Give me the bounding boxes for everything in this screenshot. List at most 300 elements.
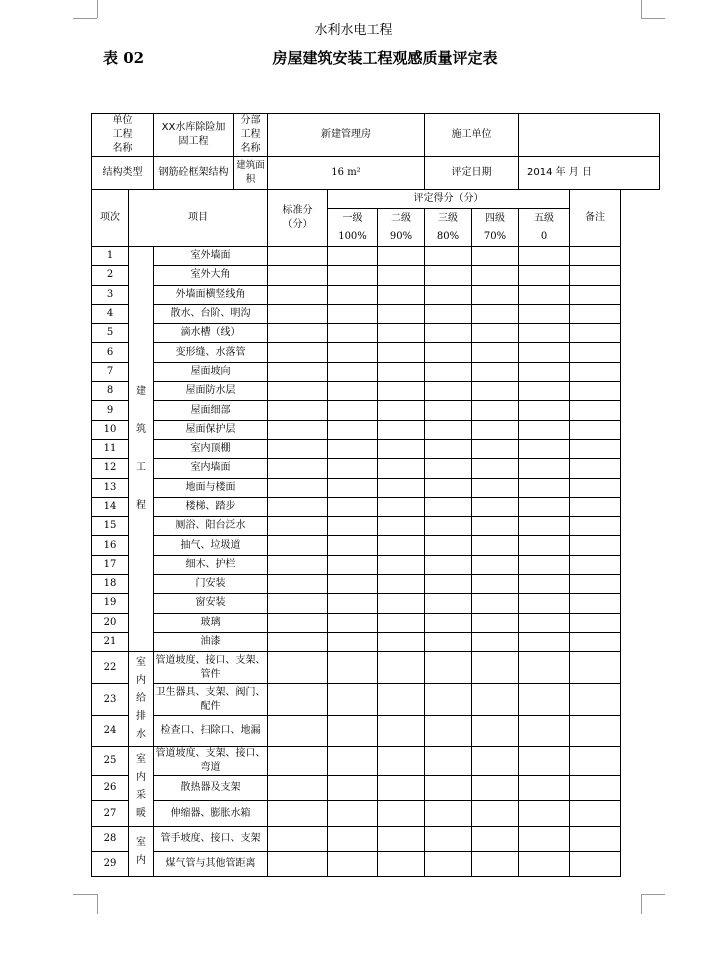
grade-score-cell[interactable] [328,684,378,716]
sub-project-value[interactable]: 新建管理房 [268,114,425,157]
remark-cell[interactable] [570,801,621,827]
grade-score-cell[interactable] [472,439,519,458]
standard-score-cell[interactable] [268,343,328,362]
grade-score-cell[interactable] [378,304,425,323]
grade-percent: 80% [436,230,460,242]
table-row [92,652,660,684]
grade-score-cell[interactable] [328,497,378,516]
grade-score-cell[interactable] [519,401,570,420]
table-row [92,247,660,266]
grade-score-cell[interactable] [378,852,425,877]
grade-score-cell[interactable] [472,575,519,594]
row-index: 22 [92,652,129,684]
table-row [92,555,660,574]
grade-score-cell[interactable] [519,716,570,747]
row-index: 29 [92,852,129,877]
grade-score-cell[interactable] [472,652,519,684]
remark-cell[interactable] [570,747,621,776]
table-row [92,776,660,801]
info-row-1 [92,114,660,157]
grade-percent: 70% [483,230,507,242]
standard-score-cell[interactable] [268,716,328,747]
grade-score-cell[interactable] [425,324,472,343]
table-row [92,497,660,516]
standard-score-cell[interactable] [268,478,328,497]
remark-cell[interactable] [570,324,621,343]
grade-score-cell[interactable] [425,459,472,478]
grade-score-cell[interactable] [472,247,519,266]
standard-score-cell[interactable] [268,517,328,536]
remark-cell[interactable] [570,575,621,594]
grade-score-cell[interactable] [378,555,425,574]
grade-score-cell[interactable] [472,684,519,716]
row-index: 27 [92,801,129,827]
grade-score-cell[interactable] [472,613,519,632]
grade-score-cell[interactable] [425,382,472,401]
grade-name: 四级 [485,212,505,224]
grade-score-cell[interactable] [519,776,570,801]
grade-score-cell[interactable] [425,304,472,323]
standard-score-cell[interactable] [268,497,328,516]
remark-cell[interactable] [570,827,621,852]
standard-score-cell[interactable] [268,613,328,632]
table-row [92,324,660,343]
grade-score-cell[interactable] [519,382,570,401]
grade-score-cell[interactable] [519,324,570,343]
standard-score-cell[interactable] [268,536,328,555]
standard-score-cell[interactable] [268,747,328,776]
item-name: 屋面细部 [154,401,268,420]
grade-score-cell[interactable] [378,266,425,285]
grade-score-cell[interactable] [472,497,519,516]
remark-cell[interactable] [570,632,621,651]
grade-score-cell[interactable] [328,266,378,285]
standard-score-cell[interactable] [268,324,328,343]
grade-percent: 0 [540,230,548,242]
grade-name: 二级 [391,212,411,224]
remark-cell[interactable] [570,555,621,574]
grade-score-cell[interactable] [519,439,570,458]
grade-score-cell[interactable] [378,285,425,304]
grade-score-cell[interactable] [378,401,425,420]
row-index: 25 [92,747,129,776]
remark-cell[interactable] [570,285,621,304]
table-row [92,459,660,478]
grade-score-cell[interactable] [425,594,472,613]
row-index: 6 [92,343,129,362]
table-row [92,266,660,285]
grade-score-cell[interactable] [472,324,519,343]
item-name: 窗安装 [154,594,268,613]
grade-name: 一级 [342,212,363,224]
grade-score-cell[interactable] [519,304,570,323]
grade-score-cell[interactable] [378,801,425,827]
grade-score-cell[interactable] [519,459,570,478]
standard-score-cell[interactable] [268,304,328,323]
item-name: 散水、台阶、明沟 [154,304,268,323]
table-row [92,632,660,651]
table-row [92,827,660,852]
evaluation-table [91,113,660,877]
grade-score-cell[interactable] [425,401,472,420]
grade-header [378,209,425,247]
remark-cell[interactable] [570,304,621,323]
item-name: 厕浴、阳台泛水 [154,517,268,536]
grade-score-cell[interactable] [519,594,570,613]
standard-score-cell[interactable] [268,459,328,478]
row-index: 10 [92,420,129,439]
table-row [92,382,660,401]
table-row [92,343,660,362]
item-name: 室外大角 [154,266,268,285]
row-index: 11 [92,439,129,458]
grade-score-cell[interactable] [425,362,472,381]
grade-score-cell[interactable] [519,478,570,497]
remark-cell[interactable] [570,343,621,362]
row-index: 5 [92,324,129,343]
table-row [92,747,660,776]
grade-score-cell[interactable] [519,517,570,536]
remark-cell[interactable] [570,362,621,381]
row-index: 19 [92,594,129,613]
grade-score-cell[interactable] [328,536,378,555]
grade-score-cell[interactable] [378,459,425,478]
grade-score-cell[interactable] [472,827,519,852]
table-row [92,304,660,323]
grade-score-cell[interactable] [425,852,472,877]
grade-score-cell[interactable] [378,652,425,684]
grade-score-cell[interactable] [425,285,472,304]
table-row [92,801,660,827]
grade-score-cell[interactable] [472,716,519,747]
grade-score-cell[interactable] [328,478,378,497]
grade-score-cell[interactable] [328,304,378,323]
grade-score-cell[interactable] [328,594,378,613]
grade-score-cell[interactable] [328,852,378,877]
category-label: 室内采暖 [136,753,146,819]
standard-score-cell[interactable] [268,652,328,684]
standard-score-cell[interactable] [268,575,328,594]
unit-project-value[interactable]: XX水库除险加固工程 [154,114,234,157]
grade-score-cell[interactable] [328,439,378,458]
grade-score-cell[interactable] [425,632,472,651]
item-name: 屋面防水层 [154,382,268,401]
grade-score-cell[interactable] [378,684,425,716]
grade-score-cell[interactable] [472,594,519,613]
grade-score-cell[interactable] [425,652,472,684]
grade-score-cell[interactable] [472,459,519,478]
grade-header [472,209,519,247]
standard-score-cell[interactable] [268,247,328,266]
row-index: 20 [92,613,129,632]
structure-label: 结构类型 [92,157,154,190]
grade-score-cell[interactable] [328,362,378,381]
grade-score-cell[interactable] [519,575,570,594]
standard-score-cell[interactable] [268,285,328,304]
remark-cell[interactable] [570,594,621,613]
remark-cell[interactable] [570,247,621,266]
grade-score-cell[interactable] [425,497,472,516]
grade-score-cell[interactable] [378,324,425,343]
grade-score-cell[interactable] [425,827,472,852]
table-row [92,362,660,381]
grade-score-cell[interactable] [519,613,570,632]
grade-score-cell[interactable] [378,575,425,594]
grade-score-cell[interactable] [472,420,519,439]
item-name: 散热器及支架 [154,776,268,801]
grade-score-cell[interactable] [425,684,472,716]
grade-score-cell[interactable] [425,439,472,458]
grade-score-cell[interactable] [425,420,472,439]
grade-score-cell[interactable] [378,776,425,801]
grade-score-cell[interactable] [378,420,425,439]
grade-score-cell[interactable] [472,747,519,776]
crop-mark [641,894,665,895]
grade-score-cell[interactable] [425,343,472,362]
grade-score-cell[interactable] [378,632,425,651]
standard-score-cell[interactable] [268,684,328,716]
contractor-value[interactable] [519,114,660,157]
grade-score-cell[interactable] [519,266,570,285]
remark-cell[interactable] [570,852,621,877]
standard-score-cell[interactable] [268,852,328,877]
grade-score-cell[interactable] [378,747,425,776]
index-header: 项次 [92,190,129,247]
grade-score-cell[interactable] [519,684,570,716]
remark-cell[interactable] [570,684,621,716]
grade-score-cell[interactable] [519,247,570,266]
grade-score-cell[interactable] [472,266,519,285]
grade-score-cell[interactable] [472,382,519,401]
category-label: 室内给排水 [136,657,146,741]
grade-header [519,209,570,247]
grade-score-cell[interactable] [472,343,519,362]
table-row [92,420,660,439]
row-index: 2 [92,266,129,285]
grade-score-cell[interactable] [472,801,519,827]
grade-score-cell[interactable] [425,801,472,827]
grade-score-cell[interactable] [425,266,472,285]
table-row [92,517,660,536]
remark-cell[interactable] [570,382,621,401]
remark-cell[interactable] [570,652,621,684]
grade-score-cell[interactable] [328,285,378,304]
table-row [92,852,660,877]
grade-score-cell[interactable] [378,478,425,497]
grade-percent: 90% [389,230,413,242]
grade-score-cell[interactable] [425,478,472,497]
grade-score-cell[interactable] [472,517,519,536]
category-gas [129,827,154,877]
standard-score-cell[interactable] [268,401,328,420]
grade-score-cell[interactable] [519,536,570,555]
item-name: 室内墙面 [154,459,268,478]
grade-score-cell[interactable] [472,536,519,555]
item-name: 门安装 [154,575,268,594]
grade-score-cell[interactable] [472,362,519,381]
remark-cell[interactable] [570,266,621,285]
grade-score-cell[interactable] [472,401,519,420]
item-name: 检查口、扫除口、地漏 [154,716,268,747]
item-name: 屋面坡向 [154,362,268,381]
grade-score-cell[interactable] [519,827,570,852]
standard-score-cell[interactable] [268,801,328,827]
grade-score-cell[interactable] [328,517,378,536]
grade-score-cell[interactable] [378,247,425,266]
remark-cell[interactable] [570,420,621,439]
remark-cell[interactable] [570,776,621,801]
category-plumbing [129,652,154,747]
grade-score-cell[interactable] [472,776,519,801]
item-name: 滴水槽（线） [154,324,268,343]
table-row [92,478,660,497]
grade-score-cell[interactable] [425,613,472,632]
grade-score-cell[interactable] [519,343,570,362]
column-header-row-1 [92,190,660,209]
grade-score-cell[interactable] [378,382,425,401]
grade-score-cell[interactable] [378,343,425,362]
grade-score-cell[interactable] [378,497,425,516]
item-name: 变形缝、水落管 [154,343,268,362]
row-index: 23 [92,684,129,716]
item-name: 抽气、垃圾道 [154,536,268,555]
standard-score-cell[interactable] [268,776,328,801]
row-index: 8 [92,382,129,401]
grade-score-cell[interactable] [425,517,472,536]
grade-score-cell[interactable] [378,517,425,536]
grade-score-cell[interactable] [328,613,378,632]
remark-cell[interactable] [570,478,621,497]
form-number: 表 02 [103,49,145,67]
grade-score-cell[interactable] [328,555,378,574]
grade-score-cell[interactable] [328,382,378,401]
grade-score-cell[interactable] [472,555,519,574]
remark-cell[interactable] [570,439,621,458]
grade-score-cell[interactable] [328,827,378,852]
grade-score-cell[interactable] [378,536,425,555]
table-row [92,401,660,420]
remark-cell[interactable] [570,459,621,478]
grade-score-cell[interactable] [472,632,519,651]
item-name: 楼梯、踏步 [154,497,268,516]
grade-score-cell[interactable] [519,420,570,439]
grade-name: 三级 [438,212,458,224]
grade-score-cell[interactable] [519,652,570,684]
grade-score-cell[interactable] [519,362,570,381]
category-building [129,247,154,652]
grade-score-cell[interactable] [519,285,570,304]
grade-score-cell[interactable] [472,304,519,323]
grade-score-cell[interactable] [328,716,378,747]
grade-score-cell[interactable] [328,652,378,684]
grade-score-cell[interactable] [328,247,378,266]
structure-value[interactable]: 钢筋砼框架结构 [154,157,234,190]
grade-score-cell[interactable] [378,362,425,381]
grade-score-cell[interactable] [472,852,519,877]
grade-name: 五级 [534,212,554,224]
item-name: 玻璃 [154,613,268,632]
remark-cell[interactable] [570,613,621,632]
grade-score-cell[interactable] [328,632,378,651]
standard-score-cell[interactable] [268,362,328,381]
grade-score-cell[interactable] [425,247,472,266]
crop-mark [641,894,642,914]
grade-score-cell[interactable] [378,613,425,632]
grade-score-cell[interactable] [425,716,472,747]
row-index: 28 [92,827,129,852]
grade-score-cell[interactable] [328,801,378,827]
standard-score-cell[interactable] [268,827,328,852]
grade-score-cell[interactable] [328,747,378,776]
grade-score-cell[interactable] [328,324,378,343]
grade-score-cell[interactable] [472,478,519,497]
info-row-2 [92,157,660,190]
grade-score-cell[interactable] [425,776,472,801]
remark-cell[interactable] [570,517,621,536]
score-group-header: 评定得分（分） [328,190,570,209]
grade-header [328,209,378,247]
item-name: 地面与楼面 [154,478,268,497]
grade-score-cell[interactable] [425,536,472,555]
area-value[interactable]: 16 m² [268,157,425,190]
grade-score-cell[interactable] [378,594,425,613]
grade-score-cell[interactable] [472,285,519,304]
eval-date-label: 评定日期 [425,157,519,190]
grade-score-cell[interactable] [519,852,570,877]
grade-score-cell[interactable] [328,776,378,801]
unit-project-label: 单位工程名称 [92,114,154,157]
grade-score-cell[interactable] [378,439,425,458]
standard-score-cell[interactable] [268,266,328,285]
grade-score-cell[interactable] [378,716,425,747]
grade-score-cell[interactable] [328,459,378,478]
grade-score-cell[interactable] [519,747,570,776]
standard-score-cell[interactable] [268,420,328,439]
remark-cell[interactable] [570,497,621,516]
grade-score-cell[interactable] [328,343,378,362]
grade-score-cell[interactable] [328,401,378,420]
grade-score-cell[interactable] [328,575,378,594]
grade-score-cell[interactable] [425,575,472,594]
category-label: 室内 [136,836,146,866]
crop-mark [97,894,98,914]
form-title: 房屋建筑安装工程观感质量评定表 [272,49,498,67]
grade-score-cell[interactable] [519,555,570,574]
eval-date-value[interactable]: 2014 年 月 日 [519,157,660,190]
grade-score-cell[interactable] [425,555,472,574]
row-index: 9 [92,401,129,420]
crop-mark [73,894,97,895]
standard-score-cell[interactable] [268,439,328,458]
standard-score-cell[interactable] [268,555,328,574]
standard-score-cell[interactable] [268,382,328,401]
grade-score-cell[interactable] [519,632,570,651]
remark-cell[interactable] [570,401,621,420]
remark-cell[interactable] [570,716,621,747]
table-row [92,285,660,304]
standard-score-cell[interactable] [268,632,328,651]
grade-score-cell[interactable] [519,801,570,827]
grade-score-cell[interactable] [519,497,570,516]
grade-score-cell[interactable] [328,420,378,439]
category-heating [129,747,154,827]
table-row [92,439,660,458]
grade-score-cell[interactable] [425,747,472,776]
row-index: 17 [92,555,129,574]
remark-cell[interactable] [570,536,621,555]
grade-score-cell[interactable] [378,827,425,852]
standard-score-cell[interactable] [268,594,328,613]
